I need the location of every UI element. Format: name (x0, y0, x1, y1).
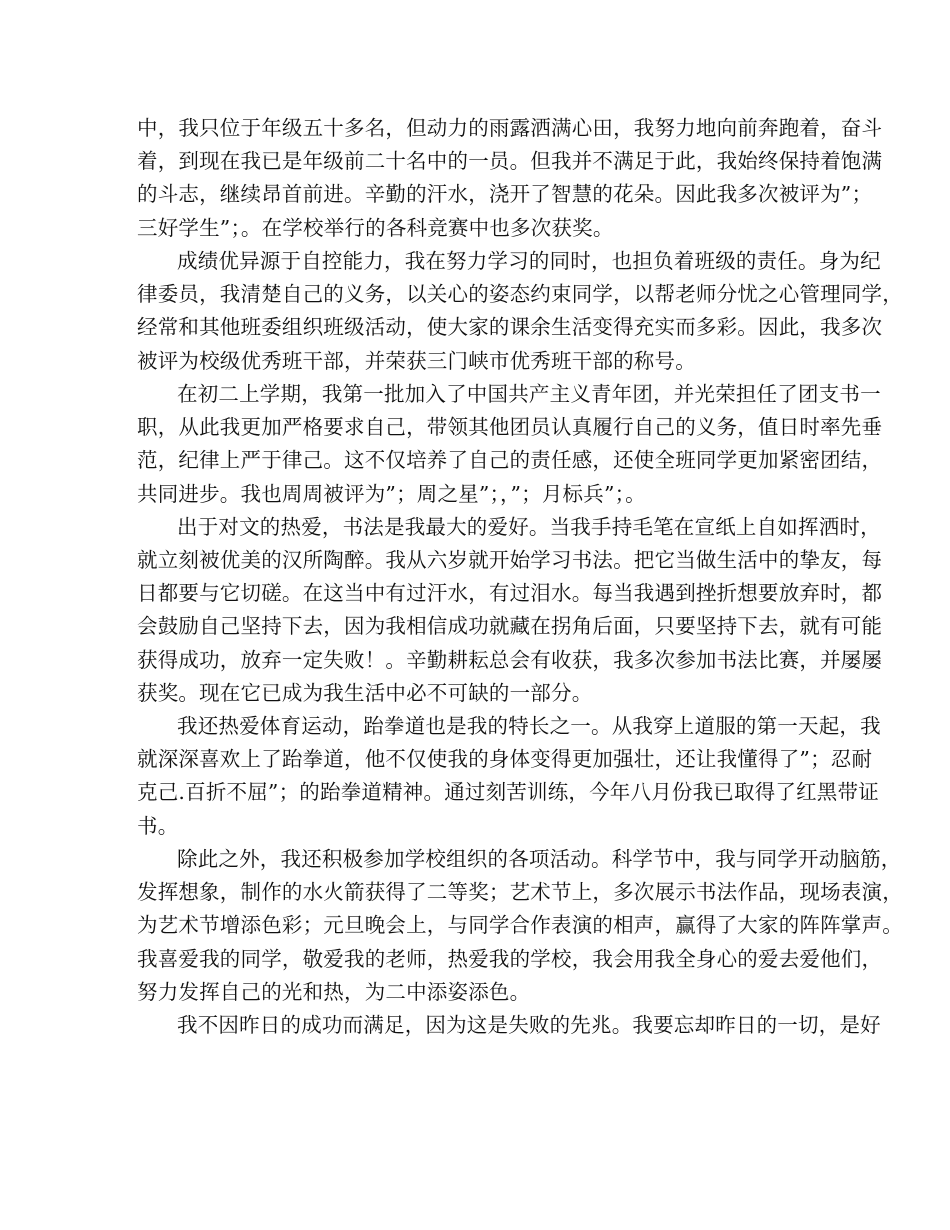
paragraph-5-line-3: 克己.百折不屈”；的跆拳道精神。通过刻苦训练，今年八月份我已取得了红黑带证 (137, 780, 879, 804)
paragraph-5-line-1: 我还热爱体育运动，跆拳道也是我的特长之一。从我穿上道服的第一天起，我 (177, 714, 881, 738)
paragraph-6-line-1: 除此之外，我还积极参加学校组织的各项活动。科学节中，我与同学开动脑筋， (177, 847, 902, 871)
paragraph-3-line-2: 职，从此我更加严格要求自己，带领其他团员认真履行自己的义务，值日时率先垂 (137, 415, 883, 439)
paragraph-3-line-3: 范，纪律上严于律己。这不仅培养了自己的责任感，还使全班同学更加紧密团结， (137, 448, 883, 472)
paragraph-4-line-5: 获得成功，放弃一定失败！。辛勤耕耘总会有收获，我多次参加书法比赛，并屡屡 (137, 648, 883, 672)
paragraph-4-line-4: 会鼓励自己坚持下去，因为我相信成功就藏在拐角后面，只要坚持下去，就有可能 (137, 614, 883, 638)
paragraph-3-line-4: 共同进步。我也周周被评为”；周之星”；，”；月标兵”；。 (137, 482, 646, 506)
paragraph-1-line-2: 着，到现在我已是年级前二十名中的一员。但我并不满足于此，我始终保持着饱满 (137, 149, 883, 173)
paragraph-1-line-1: 中，我只位于年级五十多名，但动力的雨露洒满心田，我努力地向前奔跑着，奋斗 (137, 116, 883, 140)
paragraph-6-line-5: 努力发挥自己的光和热，为二中添姿添色。 (137, 980, 531, 1004)
paragraph-2-line-4: 被评为校级优秀班干部，并荣获三门峡市优秀班干部的称号。 (137, 349, 696, 373)
paragraph-4-line-3: 日都要与它切磋。在这当中有过汗水，有过泪水。每当我遇到挫折想要放弃时，都 (137, 581, 883, 605)
paragraph-6-line-3: 为艺术节增添色彩；元旦晚会上，与同学合作表演的相声，赢得了大家的阵阵掌声。 (137, 913, 903, 937)
paragraph-1-line-3: 的斗志，继续昂首前进。辛勤的汗水，浇开了智慧的花朵。因此我多次被评为”； (137, 182, 873, 206)
paragraph-4-line-2: 就立刻被优美的汉所陶醉。我从六岁就开始学习书法。把它当做生活中的挚友，每 (137, 548, 883, 572)
paragraph-3-line-1: 在初二上学期，我第一批加入了中国共产主义青年团，并光荣担任了团支书一 (177, 382, 881, 406)
paragraph-6-line-2: 发挥想象，制作的水火箭获得了二等奖；艺术节上，多次展示书法作品，现场表演， (137, 880, 903, 904)
paragraph-4-line-1: 出于对文的热爱，书法是我最大的爱好。当我手持毛笔在宣纸上自如挥洒时， (177, 515, 881, 539)
paragraph-2-line-2: 律委员，我清楚自己的义务，以关心的姿态约束同学，以帮老师分忧之心管理同学， (137, 282, 903, 306)
paragraph-6-line-4: 我喜爱我的同学，敬爱我的老师，热爱我的学校，我会用我全身心的爱去爱他们， (137, 947, 883, 971)
paragraph-5-line-4: 书。 (137, 814, 179, 838)
paragraph-2-line-3: 经常和其他班委组织班级活动，使大家的课余生活变得充实而多彩。因此，我多次 (137, 315, 883, 339)
paragraph-4-line-6: 获奖。现在它已成为我生活中必不可缺的一部分。 (137, 681, 593, 705)
paragraph-7-line-1: 我不因昨日的成功而满足，因为这是失败的先兆。我要忘却昨日的一切，是好 (177, 1013, 881, 1037)
paragraph-5-line-2: 就深深喜欢上了跆拳道，他不仅使我的身体变得更加强壮，还让我懂得了”；忍耐 (137, 747, 873, 771)
paragraph-1-line-4: 三好学生”；。在学校举行的各科竞赛中也多次获奖。 (137, 216, 614, 240)
paragraph-2-line-1: 成绩优异源于自控能力，我在努力学习的同时，也担负着班级的责任。身为纪 (177, 249, 881, 273)
